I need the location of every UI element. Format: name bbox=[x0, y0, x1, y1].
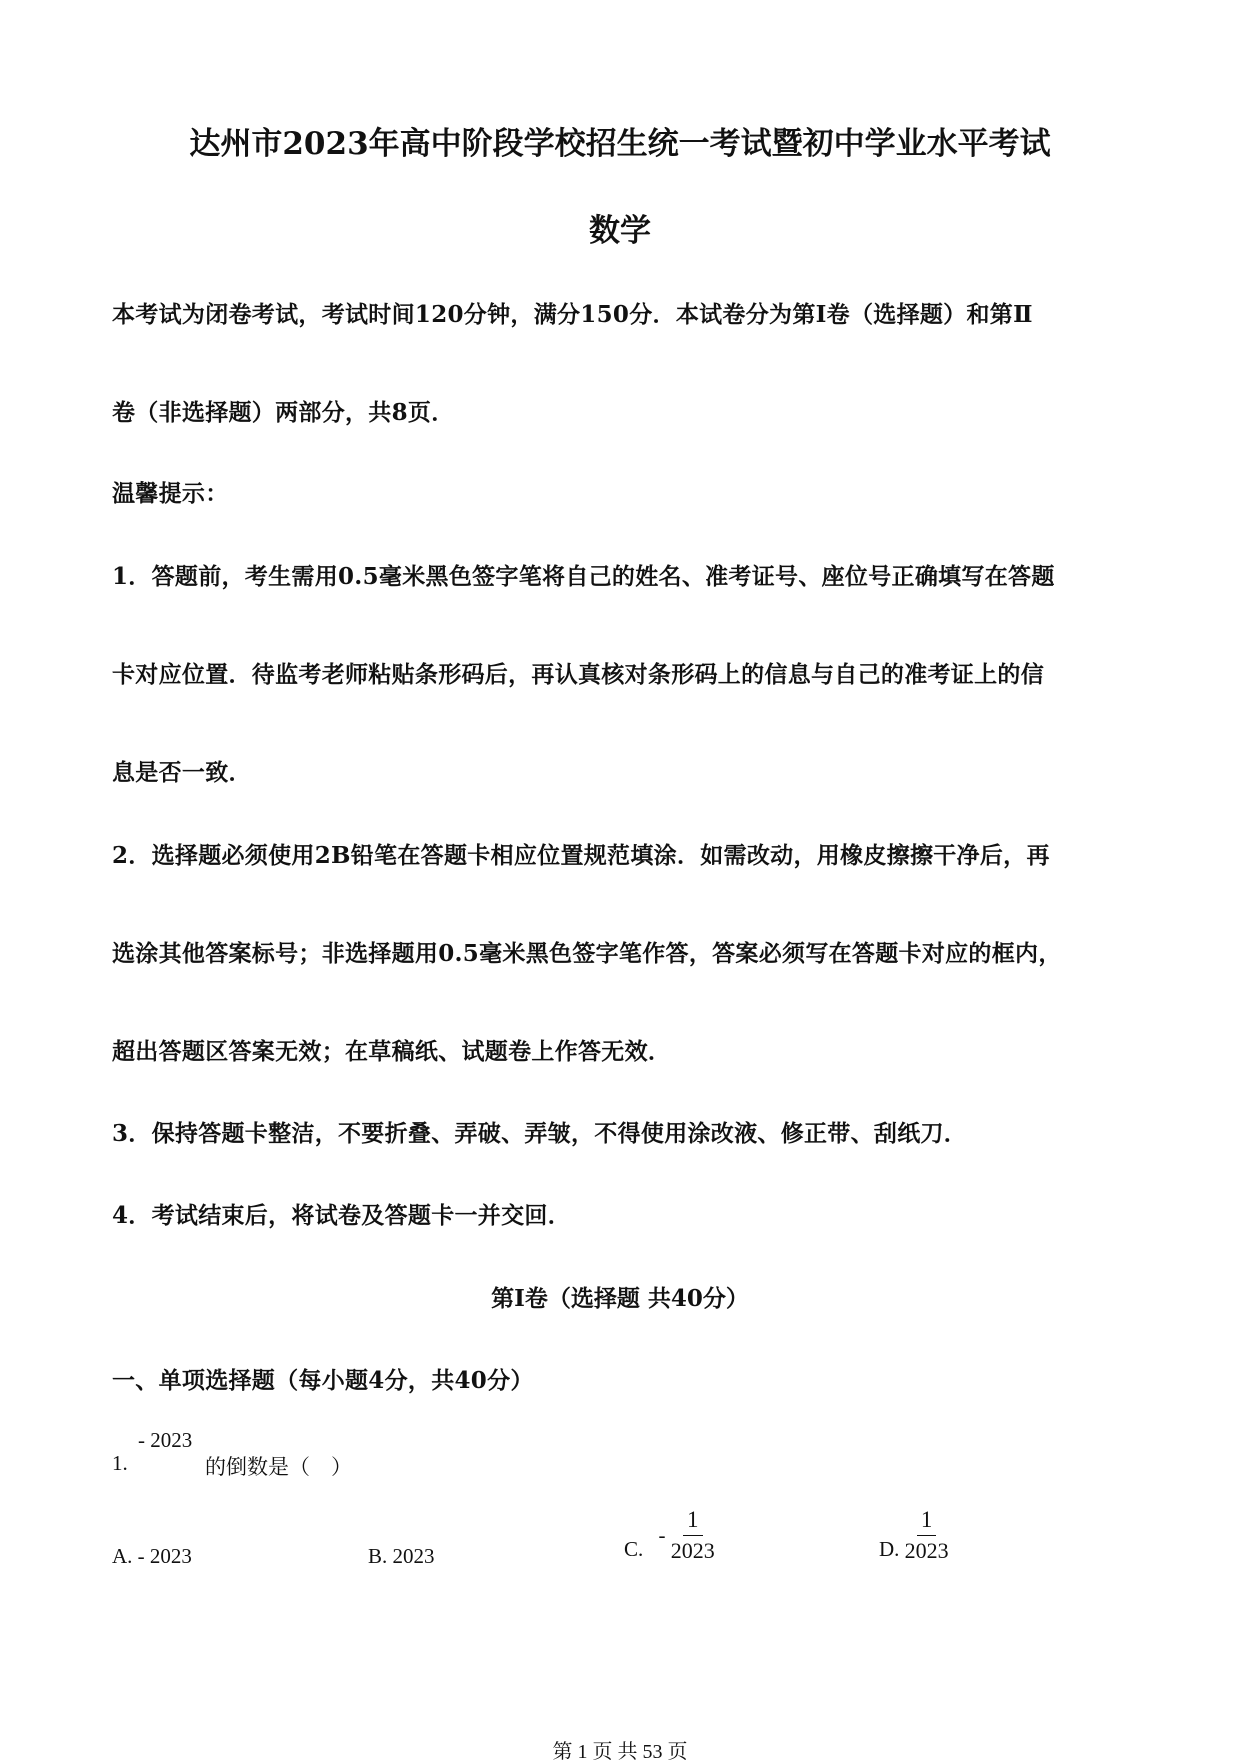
tip-line: 2．选择题必须使用2B铅笔在答题卡相应位置规范填涂．如需改动，用橡皮擦擦干净后，再 bbox=[112, 842, 1050, 869]
option-c-label: C. bbox=[624, 1537, 644, 1561]
fraction-denominator: 2023 bbox=[670, 1538, 715, 1563]
intro-line-1: 本考试为闭卷考试，考试时间120分钟，满分150分．本试卷分为第Ⅰ卷（选择题）和第Ⅱ bbox=[112, 301, 1033, 328]
part-heading: 第Ⅰ卷（选择题 共40分） bbox=[491, 1285, 749, 1312]
tip-line: 卡对应位置．待监考老师粘贴条形码后，再认真核对条形码上的信息与自己的准考证上的信 bbox=[112, 661, 1044, 688]
fraction-numerator: 1 bbox=[683, 1505, 703, 1536]
document-title: 达州市2023年高中阶段学校招生统一考试暨初中学业水平考试 bbox=[189, 126, 1051, 162]
option-a-value: - 2023 bbox=[137, 1544, 192, 1568]
tip-line: 1．答题前，考生需用0.5毫米黑色签字笔将自己的姓名、准考证号、座位号正确填写在答题 bbox=[112, 563, 1055, 590]
option-b-value: 2023 bbox=[392, 1544, 435, 1568]
option-c-fraction bbox=[671, 1505, 715, 1566]
option-d-label: D. bbox=[879, 1537, 900, 1561]
option-a-label: A. bbox=[112, 1544, 133, 1568]
question-number: 1. bbox=[112, 1451, 128, 1475]
option-c[interactable] bbox=[624, 1505, 715, 1566]
option-a[interactable] bbox=[112, 1544, 192, 1569]
tip-line: 4．考试结束后，将试卷及答题卡一并交回． bbox=[112, 1202, 572, 1229]
option-c-sign: - bbox=[658, 1523, 666, 1547]
intro-line-2: 卷（非选择题）两部分，共8页． bbox=[112, 399, 455, 426]
tip-line: 超出答题区答案无效；在草稿纸、试题卷上作答无效． bbox=[112, 1038, 672, 1065]
option-d-fraction bbox=[905, 1505, 949, 1566]
fraction-numerator: 1 bbox=[917, 1505, 937, 1536]
option-b[interactable] bbox=[368, 1544, 435, 1569]
tip-line: 息是否一致． bbox=[112, 759, 252, 786]
question-text: 的倒数是（ ） bbox=[205, 1455, 352, 1479]
tips-heading: 温馨提示： bbox=[112, 480, 229, 507]
section-heading: 一、单项选择题（每小题4分，共40分） bbox=[112, 1367, 534, 1394]
question-expression: - 2023 bbox=[138, 1428, 193, 1452]
subject-title: 数学 bbox=[589, 213, 651, 249]
option-d[interactable] bbox=[879, 1505, 949, 1566]
tip-line: 选涂其他答案标号；非选择题用0.5毫米黑色签字笔作答，答案必须写在答题卡对应的框内， bbox=[112, 940, 1062, 967]
fraction-denominator: 2023 bbox=[904, 1538, 949, 1563]
tip-line: 3．保持答题卡整洁，不要折叠、弄破、弄皱，不得使用涂改液、修正带、刮纸刀． bbox=[112, 1120, 968, 1147]
option-b-label: B. bbox=[368, 1544, 388, 1568]
page-footer: 第 1 页 共 53 页 bbox=[552, 1741, 688, 1763]
